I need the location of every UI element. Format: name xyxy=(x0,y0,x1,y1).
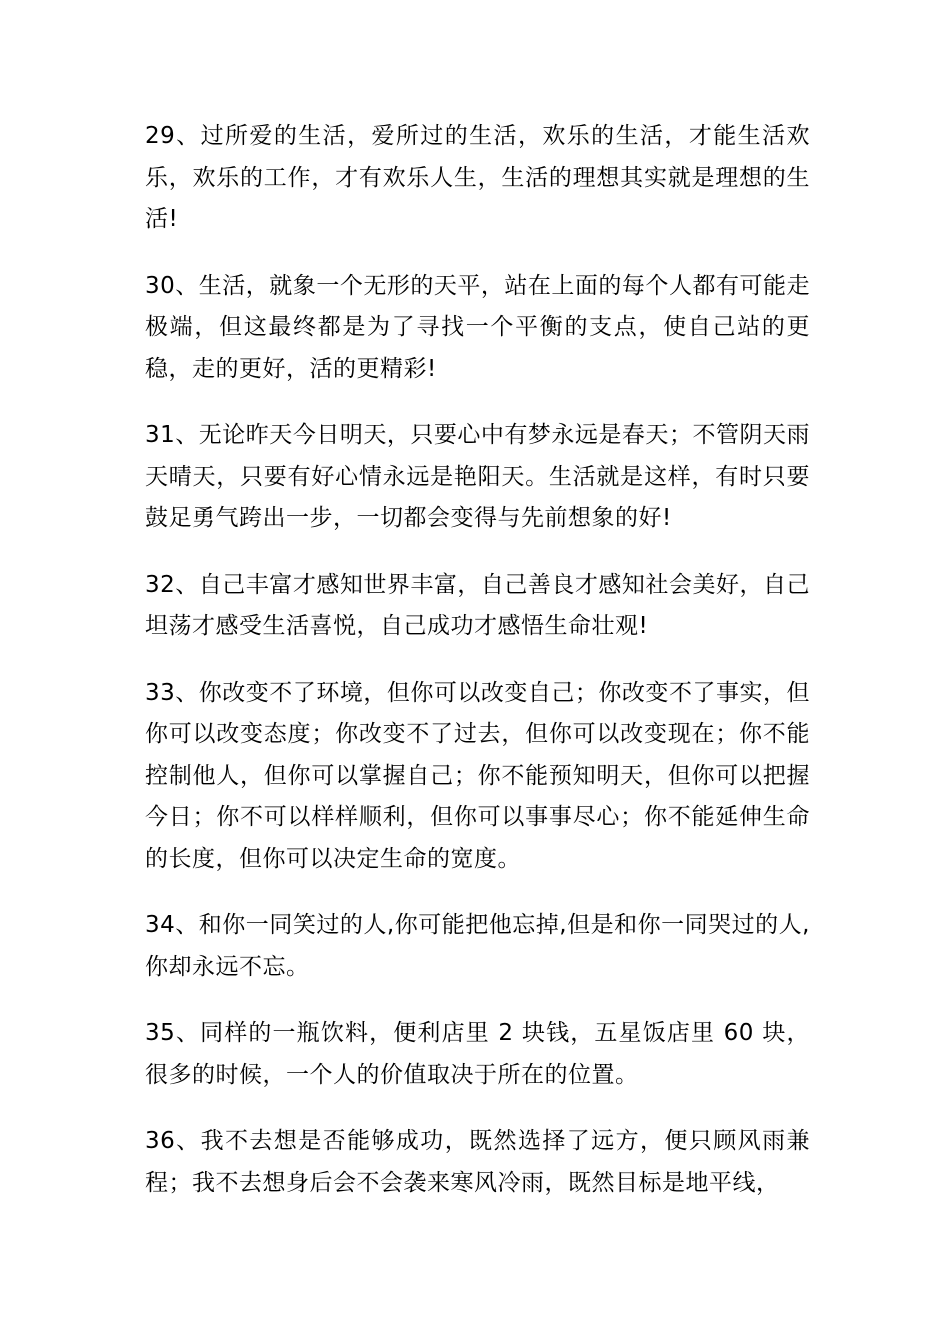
paragraph-32: 32、自己丰富才感知世界丰富，自己善良才感知社会美好，自己坦荡才感受生活喜悦，自己成功才感悟生命壮观! xyxy=(145,571,810,639)
document-body xyxy=(145,116,810,1229)
paragraph-34: 34、和你一同笑过的人,你可能把他忘掉,但是和你一同哭过的人,你却永远不忘。 xyxy=(145,912,810,980)
paragraph-29: 29、过所爱的生活，爱所过的生活，欢乐的生活，才能生活欢乐，欢乐的工作，才有欢乐人生，生活的理想其实就是理想的生活! xyxy=(145,123,810,232)
paragraph-35: 35、同样的一瓶饮料，便利店里 2 块钱，五星饭店里 60 块，很多的时候，一个人的价值取决于所在的位置。 xyxy=(145,1020,810,1088)
paragraph-33: 33、你改变不了环境，但你可以改变自己；你改变不了事实，但你可以改变态度；你改变不了过去，但你可以改变现在；你不能控制他人，但你可以掌握自己；你不能预知明天，但你可以把握今日；你不可以样样顺利，但你可以事事尽心；你不能延伸生命的长度，但你可以决定生命的宽度。 xyxy=(145,679,810,872)
paragraph-36: 36、我不去想是否能够成功，既然选择了远方，便只顾风雨兼程；我不去想身后会不会袭来寒风冷雨，既然目标是地平线， xyxy=(145,1128,810,1196)
paragraph-30: 30、生活，就象一个无形的天平，站在上面的每个人都有可能走极端，但这最终都是为了寻找一个平衡的支点，使自己站的更稳，走的更好，活的更精彩! xyxy=(145,272,810,382)
paragraph-31: 31、无论昨天今日明天，只要心中有梦永远是春天；不管阴天雨天晴天，只要有好心情永远是艳阳天。生活就是这样，有时只要鼓足勇气跨出一步，一切都会变得与先前想象的好! xyxy=(145,422,810,531)
